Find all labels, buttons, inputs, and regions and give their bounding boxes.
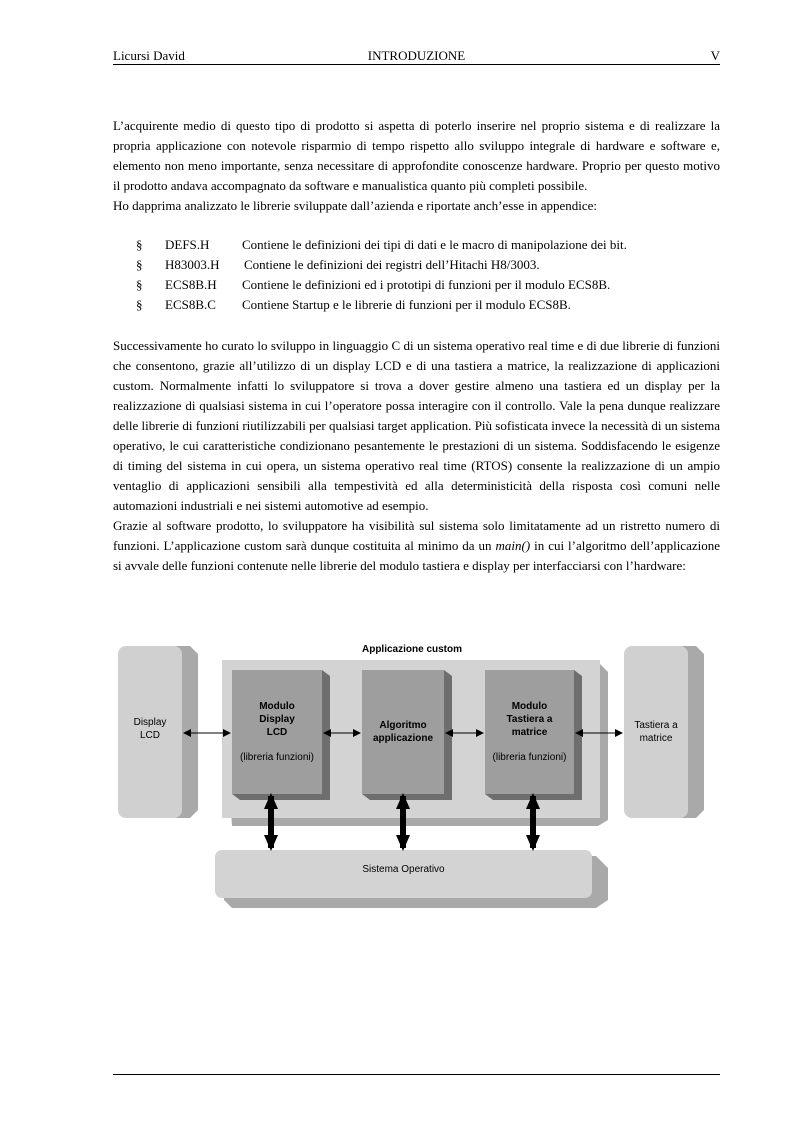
bullet: § [136, 297, 143, 312]
body-paragraph-4 [113, 516, 720, 576]
paragraph-4-end: in cui l’algoritmo dell’applicazione si avvale delle funzioni contenute nelle librerie del modulo tastiera e display per interfacciarsi con l’hardware: [113, 538, 720, 573]
bullet: § [136, 237, 143, 252]
diagram-graphics [0, 630, 793, 930]
bullet: § [136, 277, 143, 292]
library-description: Contiene le definizioni dei registri dell’Hitachi H8/3003. [244, 257, 540, 272]
paragraph-4-start: Grazie al software prodotto, lo sviluppatore ha visibilità sul sistema solo limitatamente ad un ristretto numero di funzioni. L’applicazione custom sarà dunque costituita al minimo da un [113, 518, 720, 553]
library-file: DEFS.H [165, 237, 210, 252]
module-keyboard-label: Modulo Tastiera a matrice (libreria funzioni) [492, 701, 567, 763]
library-description: Contiene le definizioni dei tipi di dati e le macro di manipolazione dei bit. [242, 237, 627, 252]
keyboard-label: Tastiera a matrice [634, 720, 678, 744]
library-description: Contiene Startup e le librerie di funzioni per il modulo ECS8B. [242, 297, 571, 312]
module-display-label: Modulo Display LCD (libreria funzioni) [240, 701, 314, 763]
header-section: INTRODUZIONE [367, 48, 466, 63]
header-page-number: V [710, 48, 720, 63]
architecture-diagram [0, 630, 793, 930]
header-author: Licursi David [113, 48, 185, 63]
os-label: Sistema Operativo [362, 864, 445, 875]
intro-paragraph-2: Ho dapprima analizzato le librerie sviluppate dall’azienda e riportate anch’esse in appendice: [113, 198, 598, 213]
main-function-name: main() [495, 538, 531, 553]
library-file: H83003.H [165, 257, 220, 272]
operating-system-block [215, 850, 608, 908]
algorithm-label: Algoritmo applicazione [372, 720, 433, 744]
display-lcd-label: Display LCD [133, 717, 167, 741]
library-file: ECS8B.C [165, 297, 216, 312]
body-paragraph-3: Successivamente ho curato lo sviluppo in linguaggio C di un sistema operativo real time e di due librerie di funzioni che consentono, grazie all’utilizzo di un display LCD e di una tastiera a matrice, la realizzazione di applicazioni custom. Normalmente infatti lo sviluppatore si trova a dover gestire almeno una tastiera ed un display per la realizzazione di qualsiasi sistema in cui l’operatore possa interagire con il controllo. Vale la pena dunque realizzare delle librerie di funzioni riutilizzabili per qualsiasi target application. Più sofisticata invece la necessità di un sistema operativo, le cui caratteristiche condizionano pesantemente le prestazioni di un sistema. Soddisfacendo le esigenze di timing del sistema in cui opera, un sistema operativo real time (RTOS) consente la realizzazione di un ampio ventaglio di applicazioni sensibili alla tempestività ed alla deterministicità della risposta così comuni nelle automazioni industriali e nei sistemi automotive ad esempio. [113, 338, 720, 513]
intro-paragraph-1: L’acquirente medio di questo tipo di prodotto si aspetta di poterlo inserire nel proprio sistema e di realizzare la propria applicazione con notevole risparmio di tempo rispetto allo sviluppo integrale di hardware e software e, elemento non meno importante, senza necessitare di approfondite conoscenze hardware. Proprio per questo motivo il prodotto andava accompagnato da software e manualistica quanto più completi possibile. [113, 118, 720, 193]
body-section [113, 336, 720, 576]
library-description: Contiene le definizioni ed i prototipi di funzioni per il modulo ECS8B. [242, 277, 611, 292]
header-rule [113, 64, 720, 65]
intro-section [113, 116, 720, 216]
bullet: § [136, 257, 143, 272]
diagram-title: Applicazione custom [361, 644, 462, 655]
footer-rule [113, 1074, 720, 1075]
library-file: ECS8B.H [165, 277, 217, 292]
page-header [113, 47, 720, 65]
